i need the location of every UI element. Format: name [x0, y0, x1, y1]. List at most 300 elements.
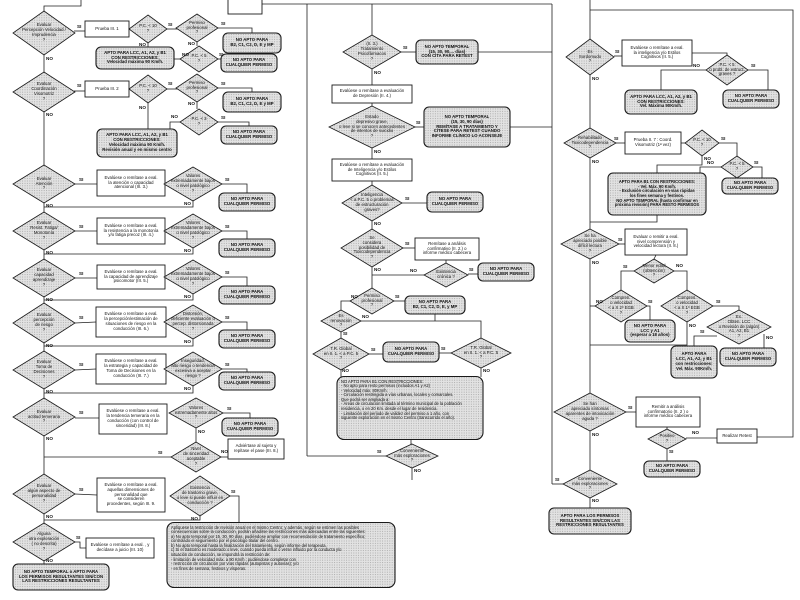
node-shape-rehabilitado-toxicodependencia [564, 128, 619, 158]
branch-label-no-69: NO [221, 449, 228, 454]
branch-label-no-93: NO [592, 498, 599, 503]
branch-label-si-1: SI [168, 22, 173, 27]
node-shape-apto-lcc-restricciones-2 [97, 129, 177, 157]
node-shape-no-apto-b2-b [223, 92, 281, 112]
node-tratamiento-psicofarmacos: (II. 3.) Tratamiento Psicofármacos ? [357, 41, 387, 61]
branch-label-no-59: NO [182, 52, 189, 57]
node-eval-situaciones-riesgo: Evalúese o remítase a eval. la percepción/estimación de situaciones de riesgo en la conducción (III. 6.) [104, 311, 158, 331]
branch-label-si-13: SI [225, 270, 230, 275]
branch-label-no-63: NO [184, 201, 191, 206]
branch-label-no-66: NO [184, 339, 191, 344]
branch-label-si-0: SI [77, 24, 82, 29]
node-eval-dimensiones-personalidad: Evalúese o remítase a eval. aquellas dimensiones de personalidad que se consideren procedentes, según III. 9. [104, 481, 158, 507]
branch-label-si-6: SI [221, 81, 226, 86]
node-shape-eval-resistencia-fatiga [13, 212, 75, 250]
node-prueba-ii-7: Prueba II. 7 : Coord. Visomotriz (1ª vez) [633, 137, 673, 147]
node-apto-b1-restricciones: APTO PARA B1 CON RESTRICCIONES: - Vel. Máx. 90 Km/h. - Exclusión circulación en vías rápidas los fines semana y festivos. NO APTO TEMPORAL (hasta confirmar en próxima revisión) PARA RESTO PERMISOS [614, 179, 700, 208]
branch-label-no-82: NO [693, 63, 700, 68]
node-shape-terminal-resultantes [13, 564, 109, 590]
edge-69 [341, 301, 350, 310]
branch-label-si-37: SI [751, 63, 756, 68]
edge-44 [230, 496, 239, 522]
edge-38 [223, 413, 250, 418]
node-shape-eval-coordinacion-visomotriz [13, 72, 75, 112]
node-shape-posibilidad-toxicodependencia [341, 229, 403, 267]
edge-98 [674, 271, 687, 290]
node-permiso-profesional-b: Permiso profesional ? [186, 79, 208, 95]
branch-label-no-57: NO [139, 42, 146, 47]
node-shape-apto-lcc-restricciones-4 [671, 346, 717, 378]
branch-label-si-18: SI [79, 410, 84, 415]
node-valores-altos: Valores extremadamente altos ? [174, 404, 218, 420]
node-shape-no-apto-cualquier-15 [644, 461, 700, 477]
node-no-apto-cualquier-7: NO APTO PARA CUALQUIER PERMISO [223, 375, 271, 385]
node-shape-valores-altos [169, 398, 223, 428]
branch-label-si-14: SI [79, 315, 84, 320]
node-eval-estrategia: Evalúese o remítase a eval. la estrategia y capacidad de Toma de Decisiones en la conducción (III. 7.) [104, 358, 158, 378]
node-shape-tratamiento-psicofarmacos [343, 35, 401, 69]
node-shape-es-renovacion [321, 310, 361, 332]
node-prueba-iii-2: Prueba III. 2 [95, 85, 119, 91]
edge-15 [170, 122, 180, 129]
node-no-apto-cualquier-6: NO APTO PARA CUALQUIER PERMISO [223, 333, 271, 343]
node-no-apto-temporal-tratamiento: NO APTO TEMPORAL (15, 30, 90 días) REMÍTASE A TRATAMIENTO Y CÍTESE PARA RETEST CUANDO INFORME CLÍNICO LO ACONSEJE [431, 113, 503, 139]
node-existencia-trastorno: Existencia de trastorno grave, o leve si puede influir en conducción ? [176, 485, 224, 505]
node-comprension-2egb: Compren. o velocidad < a X 2º EGB ? [608, 295, 634, 315]
edge-103 [694, 336, 717, 346]
branch-label-si-5: SI [168, 81, 173, 86]
node-shape-eval-inteligencia [332, 159, 412, 181]
node-tr-global-2: T.R. Global en II. 1. < a P.C. 5 ? [463, 344, 499, 360]
branch-label-si-34: SI [615, 49, 620, 54]
branch-label-no-52: NO [46, 343, 53, 348]
branch-label-no-51: NO [46, 297, 53, 302]
node-eval-atencional: Evalúese o remítase a eval. la atención o capacidad atencional (III. 3.) [104, 174, 158, 190]
node-conveniente-exploraciones-1: Conveniente más exploraciones ? [394, 447, 430, 463]
node-eval-toma-decisiones: Evaluar Toma de Decisiones ? [33, 359, 55, 379]
node-shape-comprension-1egb [661, 290, 713, 322]
node-no-apto-cualquier-8: NO APTO PARA CUALQUIER PERMISO [226, 421, 274, 431]
node-shape-existencia-cronica [424, 263, 468, 287]
edge-92 [700, 167, 721, 173]
node-eval-inteligencia-estilos: Evalúese o remítase a eval. la inteligencia y/o Estilos Cognitivos (II. 5.) [630, 44, 684, 60]
node-pc-menor-5-a: P.C. < 5 ? [191, 53, 207, 63]
branch-label-si-21: SI [79, 487, 84, 492]
branch-label-si-32: SI [441, 346, 446, 351]
edge-35 [44, 386, 193, 393]
branch-label-si-24: SI [403, 45, 408, 50]
node-estado-depresivo: Estado depresivo grave, o leve si se conocen antecedentes de intentos de suicidio ? [339, 113, 405, 139]
branch-label-si-41: SI [648, 299, 653, 304]
branch-label-no-56: NO [46, 558, 53, 563]
node-shape-eval-capacidad-aprendizaje [13, 259, 75, 297]
node-shape-no-apto-cualquier-10 [478, 263, 534, 281]
edge-30 [222, 322, 247, 330]
node-shape-prueba-iii-1 [85, 21, 129, 37]
edge-19 [44, 201, 193, 207]
branch-label-no-84: NO [704, 156, 711, 161]
node-shape-positivo [648, 429, 686, 449]
branch-label-si-7: SI [221, 115, 226, 120]
node-shape-valores-bajos-2 [164, 214, 222, 248]
node-shape-tr-global-1 [313, 338, 369, 370]
node-prueba-iii-1: Prueba III. 1 [95, 25, 119, 31]
branch-label-si-17: SI [225, 362, 230, 367]
node-no-apto-cualquier-1: NO APTO PARA CUALQUIER PERMISO [225, 57, 273, 67]
edge-97 [621, 271, 634, 290]
branch-label-no-60: NO [139, 105, 146, 110]
node-no-apto-cualquier-11: NO APTO PARA CUALQUIER PERMISO [387, 346, 435, 356]
node-rehabilitado-toxicodependencia: Rehabilitado Toxicodependencia ? [571, 134, 609, 150]
node-shape-no-apto-b2-a [223, 33, 281, 53]
branch-label-no-80: NO [414, 468, 421, 473]
node-shape-realizar-retest [717, 429, 757, 443]
branch-label-no-89: NO [689, 323, 696, 328]
node-eval-aprendizaje-psicomotor: Evalúese o remítase a eval. la capacidad de aprendizaje psicomotor (III. 5.) [104, 268, 158, 284]
node-shape-eval-aprendizaje-psicomotor [97, 265, 165, 289]
node-comprension-1egb: Compren. o velocidad < a X 1º EGB ? [674, 295, 700, 315]
node-eval-actitud-temeraria: Evaluar actitud temeraria ? [27, 408, 60, 424]
node-shape-distorsion [164, 305, 222, 339]
edge-83 [692, 53, 727, 55]
node-shape-no-apto-cualquier-7 [219, 372, 275, 390]
node-pc-menor-10-a: P.C. < 10 ? [139, 23, 157, 33]
node-shape-apto-lcc-restricciones-1 [96, 47, 174, 69]
branch-label-no-50: NO [46, 250, 53, 255]
node-shape-eval-lectora [625, 229, 687, 255]
branch-label-no-71: NO [374, 70, 381, 75]
node-distorsion: Distorsión, deficiente evaluación o percep. distorsionada ? [171, 311, 215, 331]
node-inseguridad: Inseguridad, alto riesgo o tendencia excesiva a aceptar riesgo ? [171, 358, 215, 378]
node-shape-comprension-2egb [595, 290, 647, 322]
node-shape-no-apto-temporal-retest [416, 40, 478, 64]
branch-label-no-83: NO [592, 159, 599, 164]
node-no-apto-cualquier-15: NO APTO PARA CUALQUIER PERMISO [648, 463, 696, 473]
node-shape-eval-estrategia [96, 354, 166, 384]
node-shape-caja-superior [228, 0, 262, 14]
branch-label-si-15: SI [225, 315, 230, 320]
node-shape-no-apto-cualquier-12 [723, 90, 779, 108]
node-apto-permisos-resultantes: APTO PARA LOS PERMISOS RESULTANTES SIN/CON LAS RESTRICCIONES RESULTANTES [556, 512, 624, 528]
node-shape-nivel-sinceridad [171, 442, 221, 472]
node-eval-coordinacion-visomotriz: Evaluar Coordinación Visomotriz ? [31, 81, 57, 101]
branch-label-si-25: SI [416, 120, 421, 125]
branch-label-si-36: SI [721, 136, 726, 141]
node-shape-no-apto-cualquier-5 [219, 286, 275, 304]
branch-label-si-31: SI [371, 347, 376, 352]
node-shape-no-apto-cualquier-8 [222, 418, 278, 436]
node-inteligencia-pc5: Inteligencia < a P.C. 5 o problemas de estructuración graves? [350, 192, 394, 212]
edge-45 [44, 516, 200, 520]
node-eval-tendencia-temeraria: Evalúese o remítase a eval. la tendencia temeraria en la conducción (con control de sinceridad) (III. 8.) [106, 408, 160, 428]
edge-29 [75, 322, 96, 323]
branch-label-no-85: NO [707, 160, 714, 165]
node-shape-eval-a-juicio [86, 538, 154, 558]
branch-label-si-16: SI [79, 362, 84, 367]
node-eval-percepcion-riesgo: Evaluar percepción de riesgo ? [33, 312, 55, 332]
node-shape-eval-actitud-temeraria [13, 398, 75, 436]
node-shape-permiso-profesional-b [176, 74, 218, 102]
node-shape-no-apto-b2-c [405, 296, 465, 314]
node-shape-pc-menor-10-c [685, 130, 719, 156]
node-shape-no-apto-cualquier-3 [219, 193, 275, 211]
branch-label-no-92: NO [692, 430, 699, 435]
node-shape-eval-percepcion-velocidad [13, 11, 75, 55]
node-shape-eval-depresion [332, 85, 412, 103]
branch-label-si-20: SI [158, 450, 163, 455]
branch-label-no-58: NO [188, 41, 195, 46]
node-pc-menor-10-c: P.C. < 10 ? [693, 137, 711, 147]
node-apto-lcc-restricciones-4: APTO PARA LCC, A1, A2, y B1 con restricciones: Vel. Máx. 90Km/h. [675, 351, 713, 371]
node-shape-sintomas-intoxicacion [554, 393, 626, 431]
node-shape-no-apto-b1-restricciones [337, 377, 483, 440]
branch-label-si-35: SI [614, 136, 619, 141]
node-shape-es-sordomudo [566, 39, 614, 75]
node-apto-lcc-restricciones-1: APTO PARA LCC, A1, A2, y B1 CON RESTRICCIONES: Velocidad máxima 90 Km/h. [104, 49, 166, 65]
node-shape-eval-dimensiones-personalidad [97, 478, 165, 512]
node-analisis-confirmativo-1: Remítase a análisis confirmativo (II. 2.) o informe médico cabecera [422, 240, 472, 256]
node-menor-edad: Menor edad (obtención) ? [642, 262, 666, 278]
node-shape-no-apto-lcc-a1 [625, 320, 675, 342]
branch-label-si-4: SI [77, 83, 82, 88]
branch-label-no-64: NO [184, 248, 191, 253]
node-permiso-profesional-a: Permiso profesional ? [186, 19, 208, 35]
branch-label-no-73: NO [374, 221, 381, 226]
node-no-apto-lcc-a1: NO APTO PARA LCC y A1 (esperar a 18 años) [630, 322, 670, 338]
branch-label-si-43: SI [700, 329, 705, 334]
branch-label-si-12: SI [79, 271, 84, 276]
node-es-sordomudo: Es Sordomudo ? [578, 48, 602, 64]
node-sintomas-intoxicacion: Se han apreciado síntomas aparentes de intoxicación aguda ? [565, 401, 615, 421]
node-pc-menor-10-b: P.C. < 10 ? [139, 83, 157, 93]
node-pc5-estructuracion: P.C. < 5 o probl. de estruct. graves ? [709, 61, 745, 77]
node-nota-restricciones: Aplíquese la restricción de revisión anual en el mismo Centro; y además, según se estimen las posibles consecuencias sobre la conducción, podrán añadirse las restricciones más adecuadas entre las siguientes: a) No apto temporal por 15, 30, 90 días, pudiéndose ampliar con recomendación de tratamiento específico; controlado el seguimiento por el psicólogo titular del centro. b) No apto temporal hasta la finalización del tratamiento, según informe del terapeuta. c) Si el trastorno es moderado o leve, cuando pueda influir o verse influido por la conducta y/o situación de conducción, se impondrá la restricción de: - limitación de velocidad máx. a 90 Km/h ; pudiéndose completar con - restricción de circulación por vías rápidas (autopistas y autovías); y/o - en fines de semana, festivos y vísperas. [171, 524, 366, 571]
branch-label-no-78: NO [342, 368, 349, 373]
branch-label-si-29: SI [395, 294, 400, 299]
node-terminal-resultantes: NO APTO TEMPORAL o APTO PARA LOS PERMISOS RESULTANTES SIN/CON LAS RESTRICCIONES RESULTANTES [18, 568, 104, 584]
edge-99 [647, 306, 650, 320]
branch-label-si-10: SI [79, 224, 84, 229]
edge-18 [222, 184, 247, 193]
node-valores-bajos-1: Valores extremadamente bajos o nivel patológico ? [171, 173, 215, 193]
edge-91 [753, 167, 762, 178]
node-nivel-sinceridad: Nivel de sinceridad aceptable ? [183, 446, 209, 466]
branch-label-si-23: SI [76, 535, 81, 540]
branch-label-si-2: SI [221, 21, 226, 26]
branch-label-si-8: SI [79, 177, 84, 182]
node-eval-inteligencia: Evalúese o remítase a evaluación de Inteligencia y/o Estilos Cognitivos (II. 5.) [339, 161, 405, 177]
branch-label-si-40: SI [623, 264, 628, 269]
edge-3 [218, 28, 252, 33]
branch-label-no-65: NO [184, 294, 191, 299]
node-realizar-retest: Realizar Retest [722, 432, 752, 438]
node-shape-eval-monotonia [97, 218, 165, 244]
node-shape-eval-atencional [97, 170, 165, 196]
node-shape-dificil-lectura [561, 229, 619, 259]
node-eval-personalidad: Evaluar algún aspecto de personalidad ? [27, 483, 61, 503]
node-shape-no-apto-cualquier-11 [383, 342, 439, 362]
node-shape-inseguridad [164, 352, 222, 386]
edge-14 [218, 122, 249, 126]
branch-label-si-3: SI [219, 52, 224, 57]
node-shape-eval-toma-decisiones [13, 351, 75, 389]
node-shape-eval-percepcion-riesgo [13, 303, 75, 343]
node-apto-lcc-restricciones-3: APTO PARA LCC, A1, A2, y B1 CON RESTRICCIONES: Vel. Máxima 90Km/h. [630, 93, 692, 109]
node-no-apto-cualquier-4: NO APTO PARA CUALQUIER PERMISO [223, 242, 271, 252]
node-shape-valores-bajos-3 [164, 260, 222, 294]
edge-90 [657, 156, 702, 173]
branch-label-si-27: SI [405, 241, 410, 246]
edge-93 [590, 215, 657, 222]
node-shape-analisis-confirmativo-1 [415, 238, 479, 260]
node-shape-apto-permisos-resultantes [549, 508, 631, 534]
node-positivo: Positivo ? [659, 433, 675, 443]
branch-label-no-87: NO [676, 263, 683, 268]
node-shape-adviertase [228, 439, 284, 459]
node-no-apto-cualquier-12: NO APTO PARA CUALQUIER PERMISO [727, 93, 775, 103]
branch-label-si-42: SI [716, 299, 721, 304]
node-eval-capacidad-aprendizaje: Evaluar capacidad aprendizaje ? [32, 267, 56, 287]
branch-label-no-77: NO [362, 314, 369, 319]
node-no-apto-cualquier-13: NO APTO PARA CUALQUIER PERMISO [726, 180, 774, 190]
node-shape-conveniente-exploraciones-1 [386, 444, 438, 468]
node-otra-exploracion: Alguna otra exploración ( no descrita) ? [28, 531, 60, 551]
node-shape-pc-menor-10-b [129, 75, 167, 103]
branch-label-si-28: SI [469, 267, 474, 272]
node-no-apto-cualquier-9: NO APTO PARA CUALQUIER PERMISO [431, 196, 479, 206]
node-valores-bajos-3: Valores extremadamente bajos o nivel patológico ? [171, 266, 215, 286]
branch-label-si-9: SI [225, 177, 230, 182]
branch-label-no-49: NO [46, 203, 53, 208]
branch-label-no-72: NO [374, 149, 381, 154]
branch-label-no-68: NO [198, 429, 205, 434]
node-no-apto-temporal-retest: NO APTO TEMPORAL (15, 30, 90,... días) CON CITA PARA RETEST [421, 43, 473, 59]
node-shape-no-apto-cualquier-9 [427, 192, 483, 212]
node-eval-resistencia-fatiga: Evaluar Resist. Fatiga/ Monotonía ? [30, 220, 58, 240]
edge-84 [748, 70, 768, 90]
edge-27 [44, 294, 193, 300]
edge-85 [661, 70, 706, 90]
node-pc-menor-5-b: P.C. < 5 ? [729, 161, 745, 171]
node-shape-permiso-profesional-c [350, 288, 394, 314]
edge-11 [218, 88, 252, 92]
node-no-apto-cualquier-2: NO APTO PARA CUALQUIER PERMISO [225, 129, 273, 139]
branch-label-no-76: NO [351, 294, 358, 299]
edge-89 [719, 143, 737, 156]
edge-22 [222, 231, 247, 239]
node-adviertase: Adviértase al sujeto y repítase el pase (III. 8.) [233, 443, 279, 453]
node-shape-no-apto-cualquier-14 [720, 348, 776, 366]
branch-label-no-81: NO [592, 76, 599, 81]
edge-101 [713, 306, 739, 310]
branch-label-no-67: NO [184, 386, 191, 391]
node-eval-atencion: Evaluar Atención ? [35, 175, 53, 191]
node-shape-eval-inteligencia-estilos [622, 40, 692, 66]
node-shape-pc-menor-10-a [129, 15, 167, 43]
edge-0 [44, 0, 81, 13]
node-eval-monotonia: Evalúese o remítase a eval. la resistencia a la monotonía y/o fatiga precoz (III. 4.) [103, 222, 159, 238]
node-shape-no-apto-cualquier-6 [219, 330, 275, 348]
branch-label-si-45: SI [669, 449, 674, 454]
node-shape-prueba-ii-7 [625, 132, 681, 154]
node-shape-no-apto-cualquier-4 [219, 239, 275, 257]
node-shape-nota-restricciones [167, 523, 395, 588]
branch-label-no-55: NO [46, 514, 53, 519]
node-shape-no-apto-cualquier-2 [221, 126, 277, 144]
branch-label-si-44: SI [628, 405, 633, 410]
branch-label-si-30: SI [343, 331, 348, 336]
node-shape-eval-tendencia-temeraria [99, 404, 167, 434]
branch-label-si-46: SI [555, 477, 560, 482]
node-no-apto-cualquier-5: NO APTO PARA CUALQUIER PERMISO [223, 289, 271, 299]
node-shape-pc-menor-3 [180, 109, 218, 135]
branch-label-si-26: SI [405, 196, 410, 201]
node-shape-menor-edad [634, 259, 674, 283]
node-shape-conveniente-exploraciones-2 [563, 470, 617, 498]
node-no-apto-b1-restricciones: NO APTO PARA B1 CON RESTRICCIONES: - No apto para resto permisos (incluidos A1 y A2) - Velocidad máx. 80Km/h. - Circulación restringida a vías urbanas, locales y comarcales. Que podrá ser ampliada a: - Áreas de circulación limitada al término municipal de la población residencia, o en 20 Km. desde el lugar de residencia. - Limitación del período de validez del permiso a 1 año, con siguiente exploración en el mismo Centro (transcurrido el año). [341, 378, 462, 421]
node-no-apto-b2-a: NO APTO PARA B2, C1, C2, D, E y MP [230, 37, 274, 47]
branch-label-no-86: NO [592, 260, 599, 265]
edge-33 [75, 369, 96, 370]
branch-label-no-53: NO [46, 389, 53, 394]
edge-71 [361, 321, 481, 338]
node-shape-apto-b1-restricciones [608, 173, 706, 215]
node-shape-pc-menor-5-a [180, 46, 218, 72]
node-no-apto-cualquier-3: NO APTO PARA CUALQUIER PERMISO [223, 196, 271, 206]
node-pc-menor-3: P.C. < 3 ? [191, 116, 207, 126]
node-valores-bajos-2: Valores extremadamente bajos o nivel patológico ? [171, 220, 215, 240]
node-shape-tr-global-2 [451, 338, 511, 368]
branch-label-no-54: NO [46, 436, 53, 441]
node-shape-eval-situaciones-riesgo [96, 307, 166, 337]
node-shape-prueba-iii-2 [85, 81, 129, 97]
node-shape-no-apto-temporal-tratamiento [424, 107, 510, 147]
edge-47 [75, 542, 86, 548]
branch-label-no-75: NO [410, 268, 417, 273]
node-shape-permiso-profesional-a [176, 14, 218, 42]
branch-label-no-47: NO [46, 56, 53, 61]
branch-label-si-19: SI [227, 406, 232, 411]
node-no-apto-cualquier-14: NO APTO PARA CUALQUIER PERMISO [724, 351, 772, 361]
edge-23 [44, 248, 193, 254]
node-shape-eval-atencion [13, 165, 75, 203]
node-analisis-confirmatorio-2: Remitir a análisis confirmatorio (II. 2 ) o informe médico cabecera [643, 403, 693, 419]
node-conveniente-exploraciones-2: Conveniente más exploraciones ? [572, 475, 608, 491]
branch-label-no-90: NO [766, 335, 773, 340]
branch-label-no-70: NO [191, 516, 198, 521]
node-shape-existencia-trastorno [170, 476, 230, 516]
branch-label-si-22: SI [231, 489, 236, 494]
edge-43 [75, 494, 97, 495]
node-shape-pc-menor-5-b [721, 156, 753, 178]
node-eval-lectora: Evaluar o remitir a eval. nivel comprensión y velocidad lectora (II. 8.) [633, 233, 679, 249]
branch-label-si-33: SI [377, 449, 382, 454]
node-es-renovacion: Es renovación ? [330, 312, 352, 328]
node-shape-analisis-confirmatorio-2 [636, 397, 700, 427]
branch-label-si-38: SI [754, 160, 759, 165]
node-no-apto-b2-b: NO APTO PARA B2, C1, C2, D, E y MP [230, 96, 274, 106]
branch-label-no-48: NO [46, 112, 53, 117]
node-shape-examen-obtencion [707, 310, 771, 344]
node-shape-inteligencia-pc5 [342, 185, 402, 221]
branch-label-no-91: NO [592, 432, 599, 437]
node-shape-apto-lcc-restricciones-3 [625, 90, 697, 114]
edge-26 [222, 277, 247, 286]
node-shape-no-apto-cualquier-1 [221, 54, 277, 72]
branch-label-no-88: NO [596, 299, 603, 304]
node-shape-otra-exploracion [13, 523, 75, 561]
node-existencia-cronica: Existencia crónica ? [436, 269, 456, 279]
